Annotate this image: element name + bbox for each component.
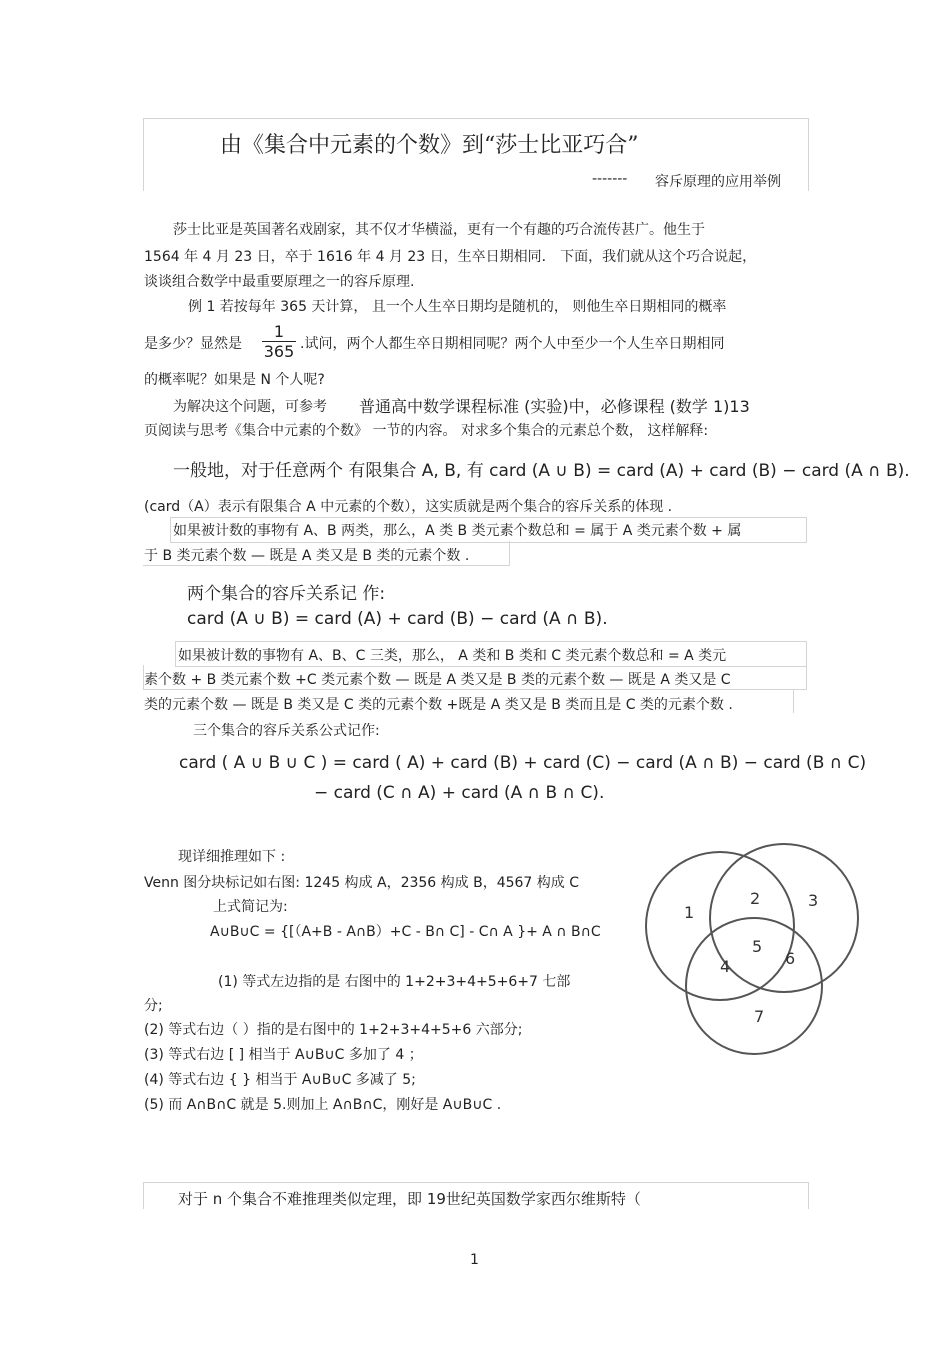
venn-circle-b (710, 844, 858, 992)
page-number: 1 (470, 1252, 479, 1268)
example1-line-2-post: .试问，两个人都生卒日期相同呢？两个人中至少一个人生卒日期相同 (300, 336, 725, 352)
formula3-heading: 三个集合的容斥关系公式记作: (193, 723, 380, 739)
rule2-line-2: 于 B 类元素个数 — 既是 A 类又是 B 类的元素个数 . (144, 548, 470, 564)
example1-line-3: 的概率呢？如果是 N 个人呢? (144, 372, 325, 388)
venn-label-4: 4 (720, 957, 731, 976)
venn-label-6: 6 (785, 949, 796, 968)
closing-line: 对于 n 个集合不难推理类似定理，即 19世纪英国数学家西尔维斯特（ (178, 1190, 641, 1208)
ref-line-2: 页阅读与思考《集合中元素的个数》 一节的内容。 对求多个集合的元素总个数， 这样解释: (144, 423, 709, 439)
venn-label-3: 3 (808, 891, 819, 910)
proof-simple: 上式简记为: (213, 899, 288, 915)
intro-line-3: 谈谈组合数学中最重要原理之一的容斥原理. (144, 274, 415, 290)
proof-venn-line: Venn 图分块标记如右图: 1245 构成 A，2356 构成 B，4567 构成 C (144, 875, 580, 891)
proof-point-1a: (1) 等式左边指的是 右图中的 1+2+3+4+5+6+7 七部 (218, 974, 571, 990)
example1-line-1: 例 1 若按每年 365 天计算， 且一个人生卒日期均是随机的， 则他生卒日期相同的概率 (188, 299, 727, 315)
rule3-line-1: 如果被计数的事物有 A、B、C 三类，那么， A 类和 B 类和 C 类元素个数总和 = A 类元 (178, 648, 727, 664)
proof-point-3: (3) 等式右边 [ ] 相当于 A∪B∪C 多加了 4 ； (144, 1047, 423, 1063)
venn-label-7: 7 (754, 1007, 765, 1026)
card-note: (card（A）表示有限集合 A 中元素的个数），这实质就是两个集合的容斥关系的体现 . (144, 499, 673, 515)
proof-expression: A∪B∪C = {[（A+B - A∩B）+C - B∩ C] - C∩ A }+ A ∩ B∩C (210, 924, 601, 940)
formula2-line: card (A ∪ B) = card (A) + card (B) − card (A ∩ B). (187, 609, 608, 629)
ref-line-1a: 为解决这个问题，可参考 (173, 399, 327, 415)
formula3-line-1: card ( A ∪ B ∪ C ) = card ( A) + card (B) + card (C) − card (A ∩ B) − card (B ∩ C) (179, 753, 867, 773)
general-statement: 一般地，对于任意两个 有限集合 A, B, 有 card (A ∪ B) = card (A) + card (B) − card (A ∩ B). (173, 461, 910, 481)
proof-point-5: (5) 而 A∩B∩C 就是 5.则加上 A∩B∩C，刚好是 A∪B∪C . (144, 1097, 502, 1113)
example1-line-2-pre: 是多少？显然是 (144, 336, 242, 352)
venn-label-1: 1 (684, 903, 695, 922)
proof-point-2: (2) 等式右边（ ）指的是右图中的 1+2+3+4+5+6 六部分; (144, 1022, 523, 1038)
venn-label-2: 2 (750, 889, 761, 908)
rule3-line-2: 素个数 + B 类元素个数 +C 类元素个数 — 既是 A 类又是 B 类的元素个数 — 既是 A 类又是 C (144, 672, 731, 688)
proof-point-1b: 分; (144, 998, 163, 1014)
intro-line-2: 1564 年 4 月 23 日，卒于 1616 年 4 月 23 日，生卒日期相同． 下面，我们就从这个巧合说起， (144, 249, 757, 265)
probability-fraction (262, 322, 296, 361)
fraction-numerator: 1 (273, 322, 285, 341)
rule3-line-3: 类的元素个数 — 既是 B 类又是 C 类的元素个数 +既是 A 类又是 B 类而且是 C 类的元素个数 . (144, 697, 733, 713)
fraction-denominator: 365 (263, 342, 295, 361)
subtitle-dashes: ------- (592, 171, 628, 187)
rule2-line-1: 如果被计数的事物有 A、B 两类，那么，A 类 B 类元素个数总和 = 属于 A 类元素个数 + 属 (173, 523, 742, 539)
venn-diagram (630, 838, 870, 1068)
subtitle: 容斥原理的应用举例 (655, 174, 781, 190)
proof-intro: 现详细推理如下 : (178, 849, 286, 865)
formula2-heading: 两个集合的容斥关系记 作: (187, 584, 386, 604)
ref-line-1b: 普通高中数学课程标准 (实验)中，必修课程 (数学 1)13 (359, 397, 750, 416)
page-title: 由《集合中元素的个数》到“莎士比亚巧合” (220, 133, 639, 158)
venn-label-5: 5 (752, 937, 763, 956)
proof-point-4: (4) 等式右边 { } 相当于 A∪B∪C 多减了 5; (144, 1072, 416, 1088)
intro-line-1: 莎士比亚是英国著名戏剧家，其不仅才华横溢，更有一个有趣的巧合流传甚广。他生于 (173, 222, 705, 238)
formula3-line-2: − card (C ∩ A) + card (A ∩ B ∩ C). (314, 783, 605, 803)
